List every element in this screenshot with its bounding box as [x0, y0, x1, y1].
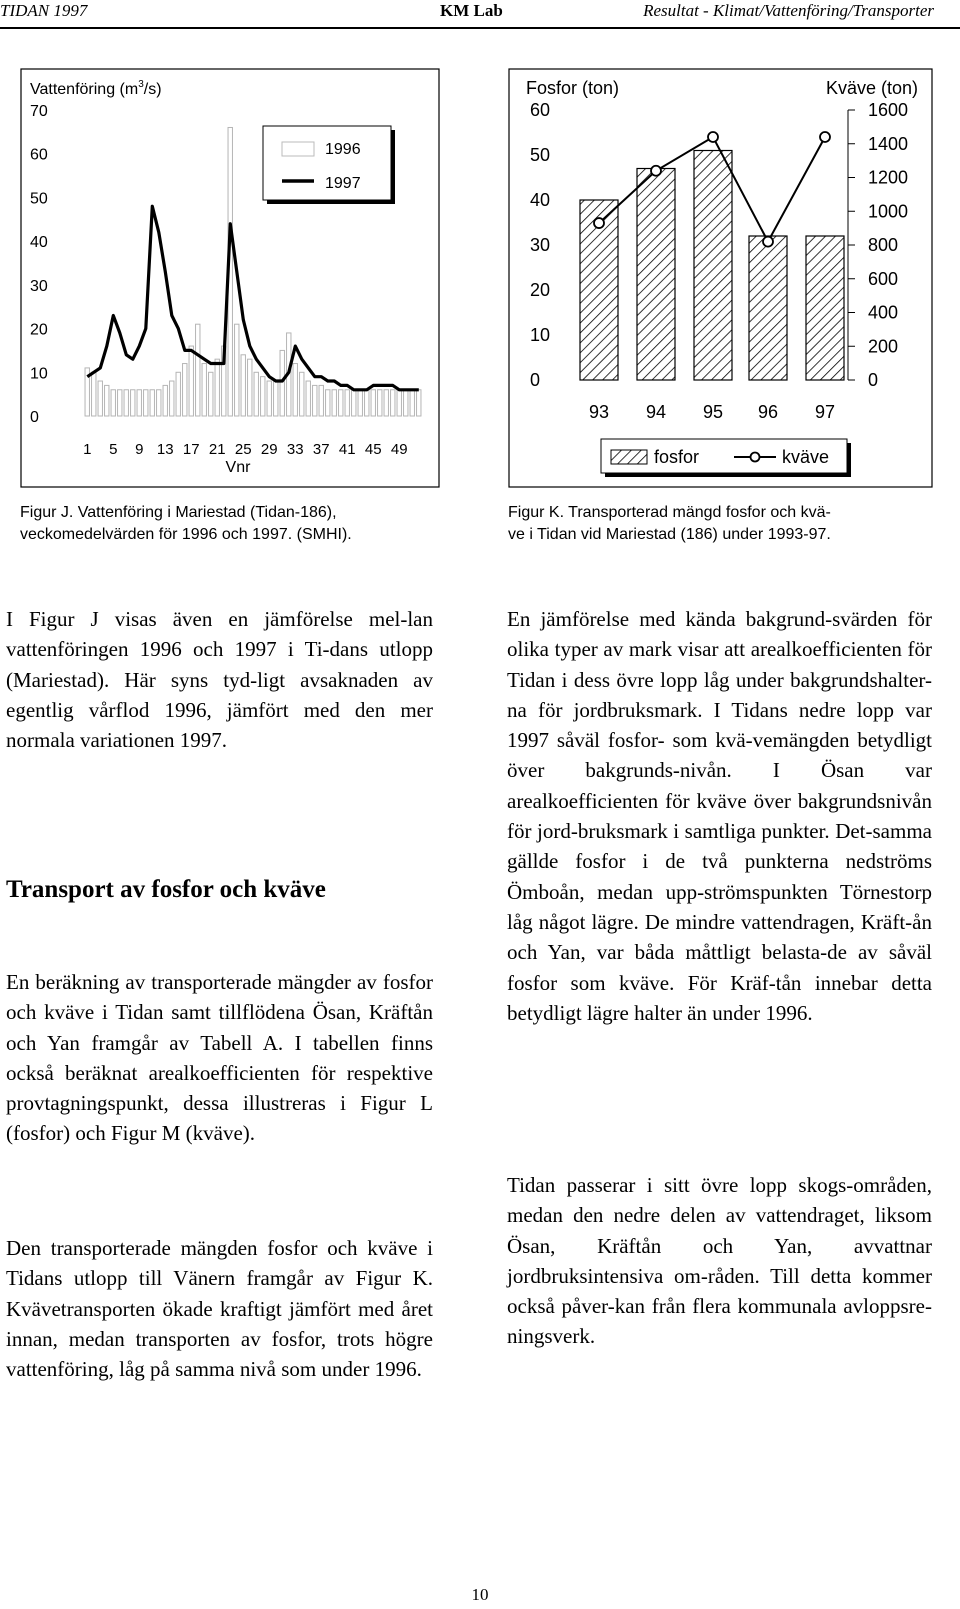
- y-left-tick-label: 30: [530, 235, 551, 255]
- left-column-para2: En beräkning av transporterade mängder av fosfor och kväve i Tidan samt tillflödena Ösan, Kräftån och Yan framgår av Tabell A. I tabellen finns också beräknat arealkoefficienten för respektive provtagningspunkt, dessa illustreras i Figur L (fosfor) och Figur M (kväve).: [6, 970, 433, 1146]
- caption-line: veckomedelvärden för 1996 och 1997. (SMHI).: [20, 526, 352, 543]
- bar-1996: [92, 372, 96, 416]
- bar-1996: [131, 390, 135, 416]
- bar-1996: [391, 390, 395, 416]
- marker-kvave: [763, 237, 773, 247]
- y-right-tick-label: 1000: [868, 201, 909, 222]
- y-right-tick-label: 800: [868, 235, 899, 255]
- y-left-tick-label: 0: [530, 370, 541, 390]
- x-tick-label: 9: [135, 441, 144, 458]
- figure-k-legend: [601, 439, 851, 477]
- marker-kvave: [708, 132, 718, 142]
- running-header: [0, 0, 960, 28]
- figure-j-caption: [20, 502, 450, 546]
- bar-1996: [202, 364, 206, 416]
- left-column-para3: Den transporterade mängden fosfor och kväve i Tidans utlopp till Vänern framgår av Figur K. Kvävetransporten ökade kraftigt jämfört med året innan, medan transporten av fosfor, trots högre vattenföring, låg på samma nivå som under 1996.: [6, 1236, 433, 1382]
- caption-line: Figur K. Transporterad mängd fosfor och kvä-: [508, 504, 831, 521]
- y-right-tick-label: 1200: [868, 167, 909, 188]
- y-left-tick-label: 20: [530, 280, 551, 300]
- figure-j-xlabel: Vnr: [225, 459, 251, 476]
- x-tick-label: 49: [390, 441, 408, 458]
- bar-1996: [144, 390, 148, 416]
- y-left-tick-label: 10: [530, 325, 551, 345]
- y-left-tick-label: 60: [530, 100, 551, 120]
- legend-kvave-swatch-marker: [751, 453, 760, 462]
- bar-1996: [137, 390, 141, 416]
- bar-1996: [280, 350, 284, 416]
- bar-1996: [105, 385, 109, 416]
- x-tick-label: 29: [260, 441, 278, 458]
- x-tick-label: 33: [286, 441, 304, 458]
- header-rule: [0, 27, 960, 29]
- y-right-tick-label: 200: [868, 336, 899, 357]
- bar-1996: [313, 385, 317, 416]
- figure-k-chart: [508, 68, 933, 488]
- x-tick-label: 45: [364, 441, 382, 458]
- bar-1996: [176, 372, 180, 416]
- legend-fosfor-label: fosfor: [654, 447, 700, 467]
- y-left-tick-label: 50: [530, 145, 551, 165]
- x-category-label: 93: [588, 402, 610, 422]
- bar-1996: [163, 385, 167, 416]
- y-right-tick-label: 600: [868, 268, 899, 289]
- y-right-tick-label: 400: [868, 302, 899, 323]
- bar-1996: [170, 381, 174, 416]
- x-category-label: 96: [757, 402, 779, 422]
- figure-j-ytitle: Vattenföring $(m^3/s)$: [30, 79, 162, 98]
- bar-1996: [267, 381, 271, 416]
- figure-k-ytitle-right: Kväve (ton): [825, 78, 918, 98]
- x-tick-label: 37: [312, 441, 330, 458]
- bar-fosfor: [806, 236, 844, 380]
- y-tick-label: 70: [30, 103, 48, 120]
- bar-1996: [118, 390, 122, 416]
- y-right-tick-label: 1400: [868, 133, 909, 154]
- marker-kvave: [651, 166, 661, 176]
- y-right-tick-label: 0: [868, 370, 879, 390]
- x-tick-label: 5: [109, 441, 118, 458]
- x-tick-label: 25: [234, 441, 252, 458]
- bar-1996: [183, 364, 187, 416]
- legend-1996-swatch: [282, 142, 314, 156]
- caption-line: ve i Tidan vid Mariestad (186) under 1993-97.: [508, 526, 831, 543]
- bar-1996: [306, 381, 310, 416]
- bar-1996: [215, 359, 219, 416]
- bar-fosfor: [637, 169, 675, 381]
- y-right-tick-label: 1600: [868, 100, 909, 120]
- bar-fosfor: [694, 151, 732, 381]
- bar-1996: [378, 390, 382, 416]
- legend-1996-label: 1996: [325, 141, 361, 158]
- bar-1996: [150, 390, 154, 416]
- bar-1996: [332, 390, 336, 416]
- x-tick-label: 21: [208, 441, 226, 458]
- bar-1996: [397, 390, 401, 416]
- bar-1996: [209, 372, 213, 416]
- bar-1996: [241, 355, 245, 416]
- bar-1996: [111, 390, 115, 416]
- bar-1996: [254, 372, 258, 416]
- x-tick-label: 1: [83, 441, 92, 458]
- bar-1996: [235, 324, 239, 416]
- bar-1996: [404, 390, 408, 416]
- bar-1996: [319, 385, 323, 416]
- bar-1996: [352, 390, 356, 416]
- bar-1996: [248, 359, 252, 416]
- legend-1997-label: 1997: [325, 175, 361, 192]
- bar-1996: [345, 390, 349, 416]
- bar-1996: [365, 390, 369, 416]
- x-category-label: 95: [702, 402, 724, 422]
- left-column-para1: I Figur J visas även en jämförelse mel-lan vattenföringen 1996 och 1997 i Ti-dans utlopp (Mariestad). Här syns tyd-ligt avsaknaden av egentlig vårflod 1996, jämfört med den mer normala variationen 1997.: [6, 607, 433, 753]
- y-tick-label: 40: [30, 234, 48, 252]
- bar-1996: [371, 390, 375, 416]
- x-category-label: 97: [814, 402, 836, 422]
- right-column-para2: Tidan passerar i sitt övre lopp skogs-områden, medan den nedre delen av vattendraget, liksom Ösan, Kräftån och Yan, avvattnar jordbruksintensiva om-råden. Till detta kommer också påver-kan från flera kommunala avloppsre-ningsverk.: [507, 1173, 932, 1349]
- legend-kvave-label: kväve: [782, 447, 830, 467]
- figure-k-caption: [508, 502, 938, 546]
- y-tick-label: 10: [30, 365, 48, 383]
- header-right: Resultat - Klimat/Vattenföring/Transporter: [643, 1, 934, 20]
- bar-1996: [157, 390, 161, 416]
- page-number: 10: [471, 1585, 489, 1604]
- bar-1996: [293, 364, 297, 416]
- bar-1996: [196, 324, 200, 416]
- bar-1996: [98, 381, 102, 416]
- x-tick-label: 41: [338, 441, 356, 458]
- header-center: KM Lab: [440, 1, 503, 20]
- right-column-para1: En jämförelse med kända bakgrund-svärden för olika typer av mark visar att arealkoefficienten för Tidan i dess övre lopp låg under bakgrundshalter-na för jordbruksmark. I Tidans nedre lopp var 1997 såväl fosfor- som kvä-vemängden betydligt över bakgrunds-nivån. I Ösan var arealkoefficienten för kväve över bakgrundsnivån för jord-bruksmark i samtliga punkter. Det-samma gällde fosfor i de två punkterna nedströms Ömboån, medan upp-strömspunkten Törnestorp låg något lägre. De mindre vattendragen, Kräft-ån och Yan, var båda måttligt belasta-de av såväl fosfor som kväve. För Kräf-tån innebar detta betydligt lägre halter än under 1996.: [507, 607, 932, 1025]
- bar-1996: [300, 372, 304, 416]
- x-tick-label: 17: [182, 441, 200, 458]
- y-left-tick-label: 40: [530, 190, 551, 210]
- bar-1996: [326, 390, 330, 416]
- bar-1996: [410, 390, 414, 416]
- marker-kvave: [594, 218, 604, 228]
- x-tick-label: 13: [156, 441, 174, 458]
- bar-1996: [124, 390, 128, 416]
- y-tick-label: 0: [30, 409, 39, 426]
- bar-1996: [339, 390, 343, 416]
- y-tick-label: 60: [30, 146, 48, 164]
- figure-k-ytitle-left: Fosfor (ton): [526, 78, 620, 98]
- bar-1996: [189, 346, 193, 416]
- y-tick-label: 50: [30, 190, 48, 208]
- legend-fosfor-swatch: [611, 450, 647, 464]
- bar-fosfor: [749, 236, 787, 380]
- bar-1996: [274, 381, 278, 416]
- bar-1996: [417, 390, 421, 416]
- section-heading: Transport av fosfor och kväve: [6, 876, 326, 903]
- figure-j-legend: [263, 126, 395, 204]
- caption-line: Figur J. Vattenföring i Mariestad (Tidan-186),: [20, 504, 337, 521]
- bar-1996: [261, 377, 265, 416]
- series-1997-line: [87, 206, 419, 390]
- y-tick-label: 20: [30, 321, 48, 339]
- bar-1996: [384, 390, 388, 416]
- figure-j-chart: [20, 68, 440, 488]
- header-left: TIDAN 1997: [0, 1, 88, 20]
- bar-1996: [358, 390, 362, 416]
- marker-kvave: [820, 132, 830, 142]
- x-category-label: 94: [645, 402, 667, 422]
- y-tick-label: 30: [30, 277, 48, 295]
